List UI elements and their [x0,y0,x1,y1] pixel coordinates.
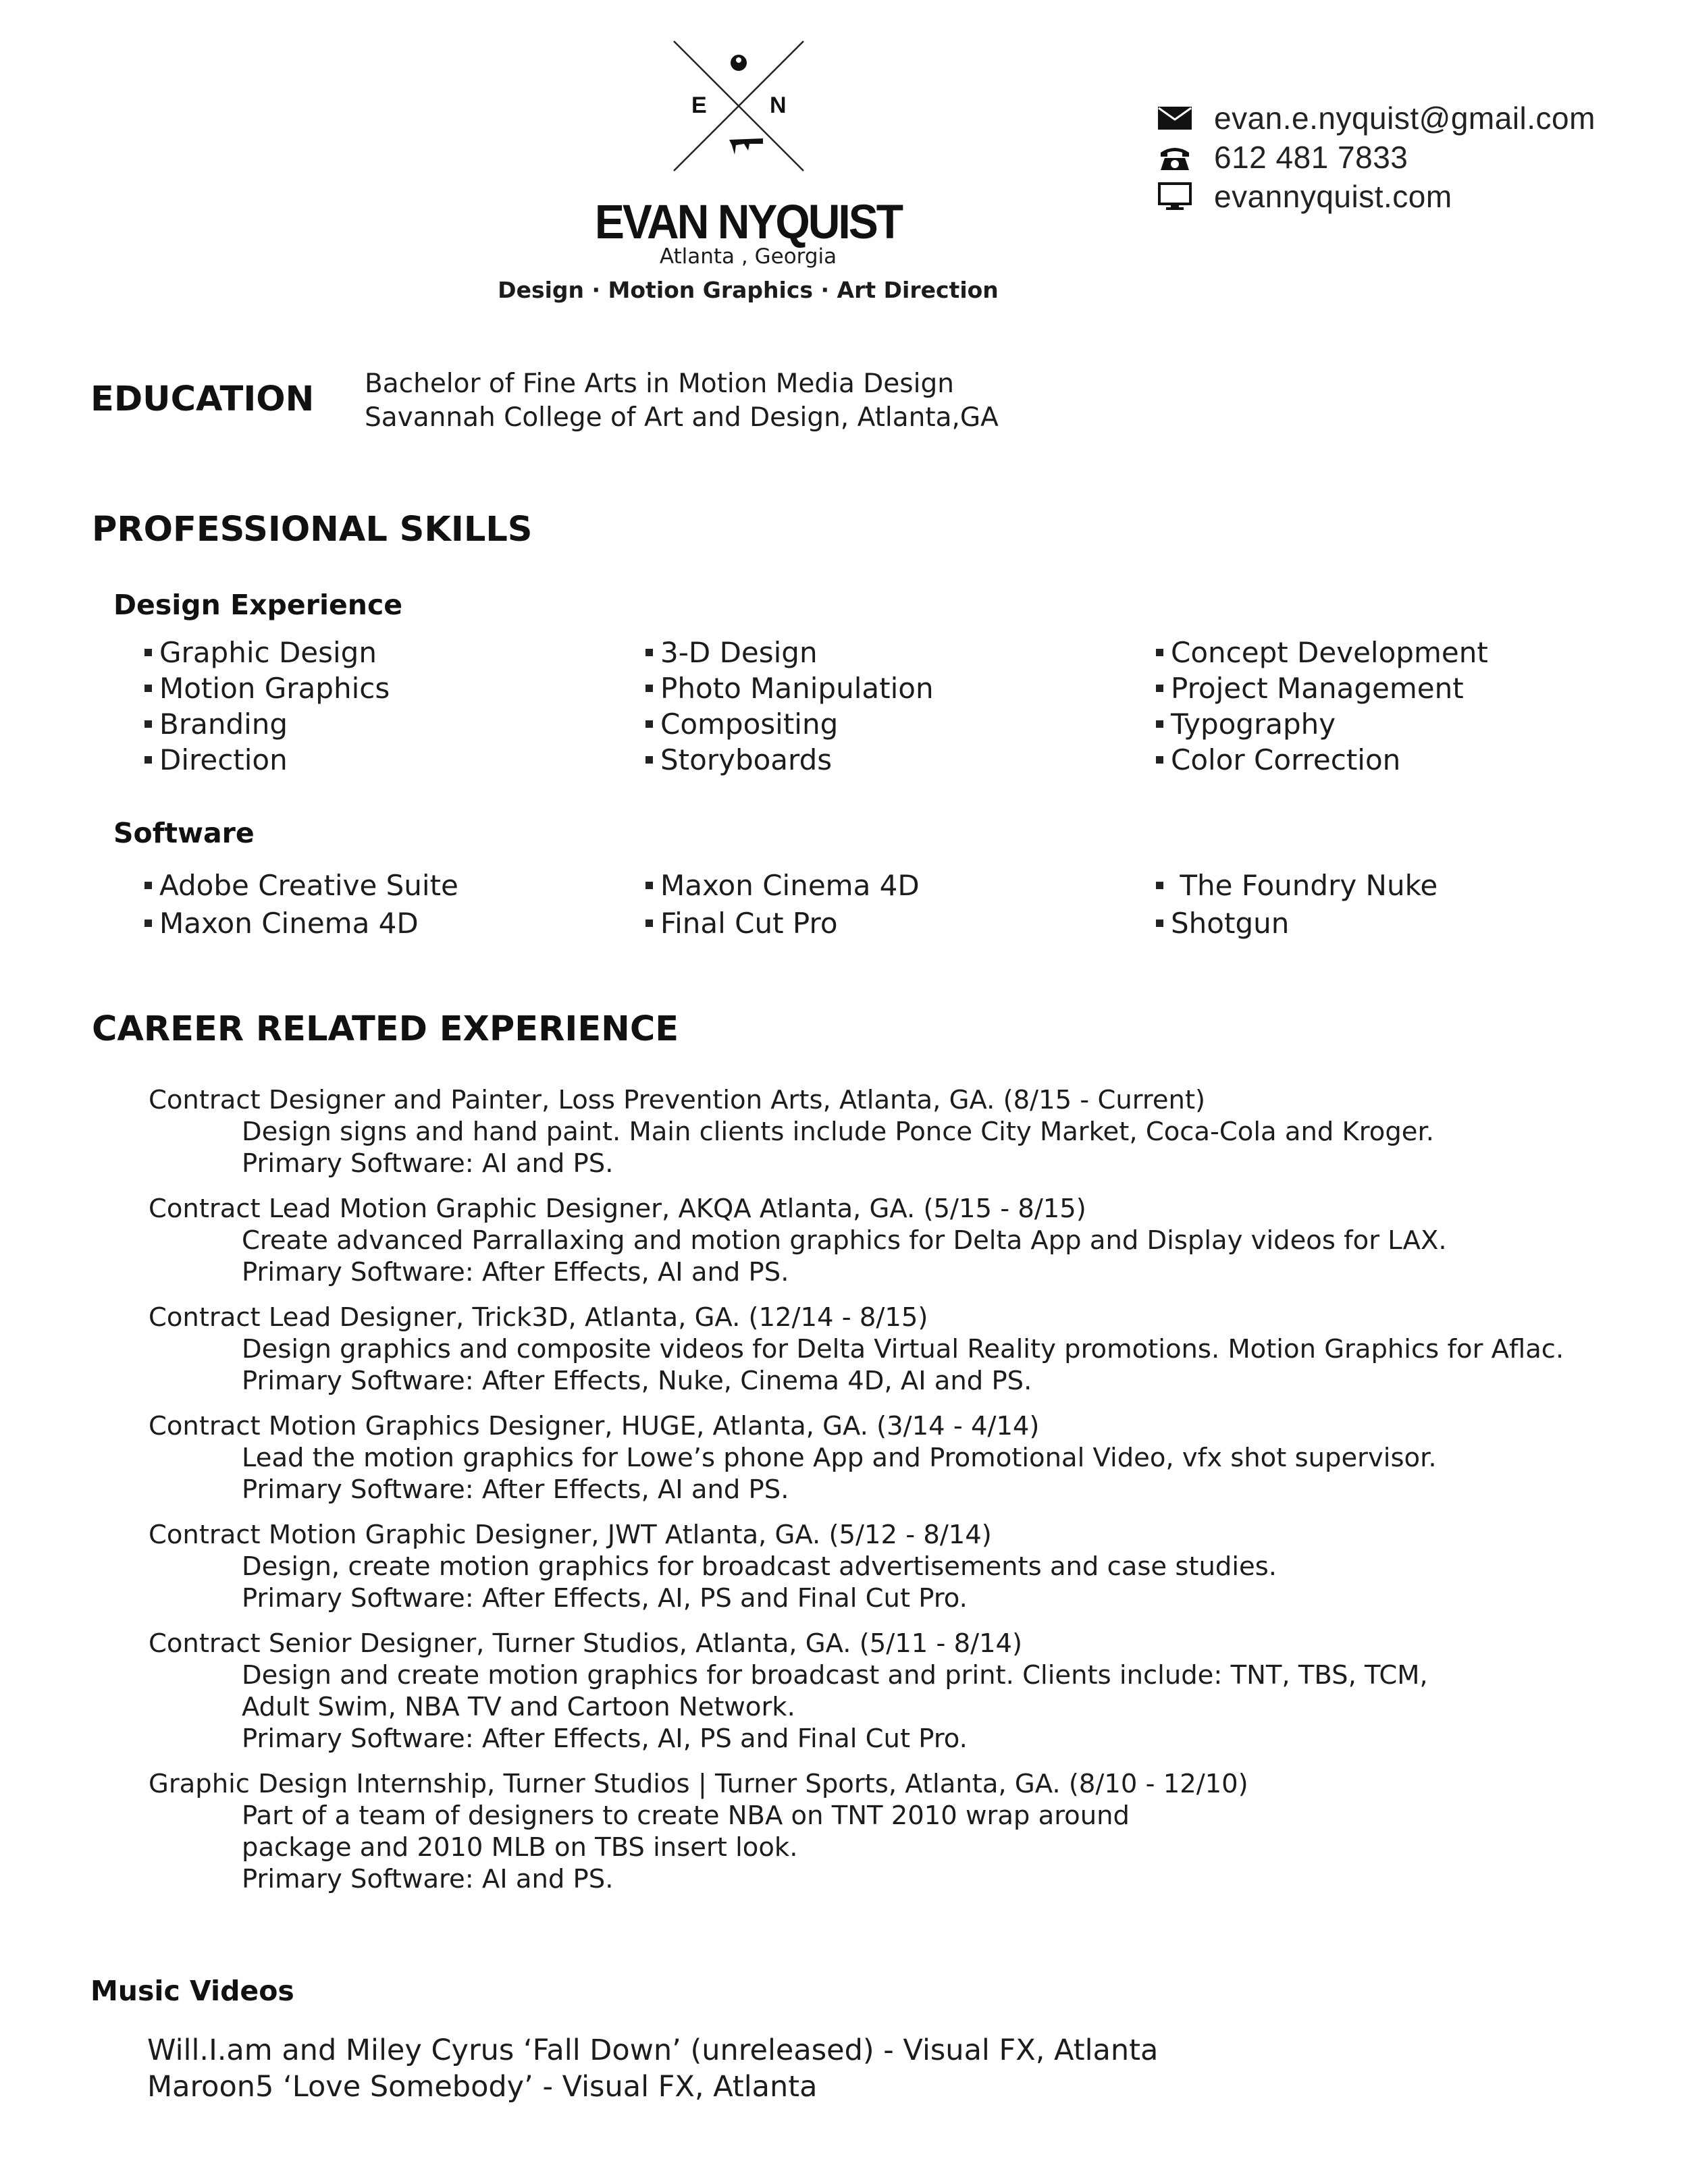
job-entry [149,1628,1566,1755]
software-col-2 [645,867,920,942]
list-item: Branding [144,706,390,742]
contact-email[interactable] [1156,99,1595,138]
job-software: Primary Software: After Effects, AI, PS and Final Cut Pro. [242,1583,968,1614]
education-degree: Bachelor of Fine Arts in Motion Media Design [365,369,954,399]
candidate-name: EVAN NYQUIST [594,194,902,248]
job-software: Primary Software: After Effects, AI and PS. [242,1474,789,1505]
design-skills-col-3 [1156,635,1488,778]
list-item: Final Cut Pro [645,905,920,942]
design-skills-col-2 [645,635,934,778]
list-item: Motion Graphics [144,670,390,706]
list-item: Compositing [645,706,934,742]
job-software: Primary Software: AI and PS. [242,1148,614,1179]
list-item: Typography [1156,706,1488,742]
contact-phone[interactable] [1156,138,1595,177]
list-item: The Foundry Nuke [1156,867,1438,905]
job-description: Lead the motion graphics for Lowe’s phone App and Promotional Video, vfx shot supervisor. [242,1443,1437,1473]
software-heading: Software [113,817,255,849]
job-title: Contract Lead Designer, Trick3D, Atlanta, GA. (12/14 - 8/15) [149,1302,928,1333]
job-entry [149,1302,1566,1397]
envelope-icon [1156,103,1194,133]
skills-heading: PROFESSIONAL SKILLS [92,510,533,550]
contact-website[interactable] [1156,177,1595,216]
list-item: Maroon5 ‘Love Somebody’ - Visual FX, Atlanta [147,2070,818,2104]
job-entry [149,1519,1566,1614]
email-text: evan.e.nyquist@gmail.com [1214,101,1595,136]
list-item: Shotgun [1156,905,1438,942]
education-school: Savannah College of Art and Design, Atlanta,GA [365,402,999,433]
job-entry [149,1410,1566,1506]
logo-letter-left: E [691,92,707,118]
list-item: Photo Manipulation [645,670,934,706]
job-software: Primary Software: AI and PS. [242,1864,614,1894]
list-item: Maxon Cinema 4D [144,905,458,942]
list-item: Color Correction [1156,742,1488,778]
list-item: Concept Development [1156,635,1488,670]
job-description: Part of a team of designers to create NBA on TNT 2010 wrap around [242,1801,1130,1831]
job-entry [149,1768,1566,1895]
job-software: Primary Software: After Effects, AI, PS and Final Cut Pro. [242,1724,968,1754]
music-videos-list [147,2032,1158,2105]
list-item: Direction [144,742,390,778]
logo-mark [668,37,817,179]
job-title: Contract Lead Motion Graphic Designer, AKQA Atlanta, GA. (5/15 - 8/15) [149,1194,1086,1224]
music-videos-heading: Music Videos [90,1975,294,2007]
list-item: Graphic Design [144,635,390,670]
job-software: Primary Software: After Effects, Nuke, Cinema 4D, AI and PS. [242,1366,1032,1396]
contact-block [1156,99,1595,216]
list-item: Maxon Cinema 4D [645,867,920,905]
education-heading: EDUCATION [90,379,315,419]
job-title: Contract Motion Graphic Designer, JWT Atlanta, GA. (5/12 - 8/14) [149,1520,992,1550]
logo-letter-right: N [770,92,787,118]
job-title: Graphic Design Internship, Turner Studios | Turner Sports, Atlanta, GA. (8/10 - 12/10) [149,1769,1248,1799]
job-description: Create advanced Parrallaxing and motion graphics for Delta App and Display videos for LAX. [242,1225,1447,1256]
candidate-location: Atlanta , Georgia [659,244,837,269]
job-description: Adult Swim, NBA TV and Cartoon Network. [242,1692,795,1722]
job-list [149,1084,1566,1909]
list-item: 3-D Design [645,635,934,670]
job-description: Design signs and hand paint. Main clients include Ponce City Market, Coca-Cola and Kroger. [242,1117,1434,1147]
design-skills-col-1 [144,635,390,778]
job-software: Primary Software: After Effects, AI and PS. [242,1257,789,1287]
candidate-tagline: Design · Motion Graphics · Art Direction [498,277,999,303]
job-description: Design graphics and composite videos for Delta Virtual Reality promotions. Motion Graphics for Aflac. [242,1334,1564,1364]
list-item: Project Management [1156,670,1488,706]
monitor-icon [1156,182,1194,211]
design-experience-heading: Design Experience [113,589,403,621]
job-description: package and 2010 MLB on TBS insert look. [242,1832,798,1863]
job-description: Design and create motion graphics for broadcast and print. Clients include: TNT, TBS, TCM, [242,1660,1428,1690]
job-description: Design, create motion graphics for broadcast advertisements and case studies. [242,1551,1277,1582]
software-col-3 [1156,867,1438,942]
list-item: Storyboards [645,742,934,778]
job-title: Contract Motion Graphics Designer, HUGE, Atlanta, GA. (3/14 - 4/14) [149,1411,1040,1441]
career-heading: CAREER RELATED EXPERIENCE [92,1009,679,1049]
list-item: Adobe Creative Suite [144,867,458,905]
job-entry [149,1084,1566,1179]
job-title: Contract Senior Designer, Turner Studios, Atlanta, GA. (5/11 - 8/14) [149,1628,1023,1659]
job-title: Contract Designer and Painter, Loss Prevention Arts, Atlanta, GA. (8/15 - Current) [149,1085,1206,1115]
list-item: Will.I.am and Miley Cyrus ‘Fall Down’ (unreleased) - Visual FX, Atlanta [147,2033,1159,2067]
phone-icon [1156,142,1194,172]
logo-cross-icon [668,37,817,179]
job-entry [149,1193,1566,1288]
software-col-1 [144,867,458,942]
website-text: evannyquist.com [1214,179,1452,214]
phone-text: 612 481 7833 [1214,140,1408,175]
education-details [365,367,999,435]
